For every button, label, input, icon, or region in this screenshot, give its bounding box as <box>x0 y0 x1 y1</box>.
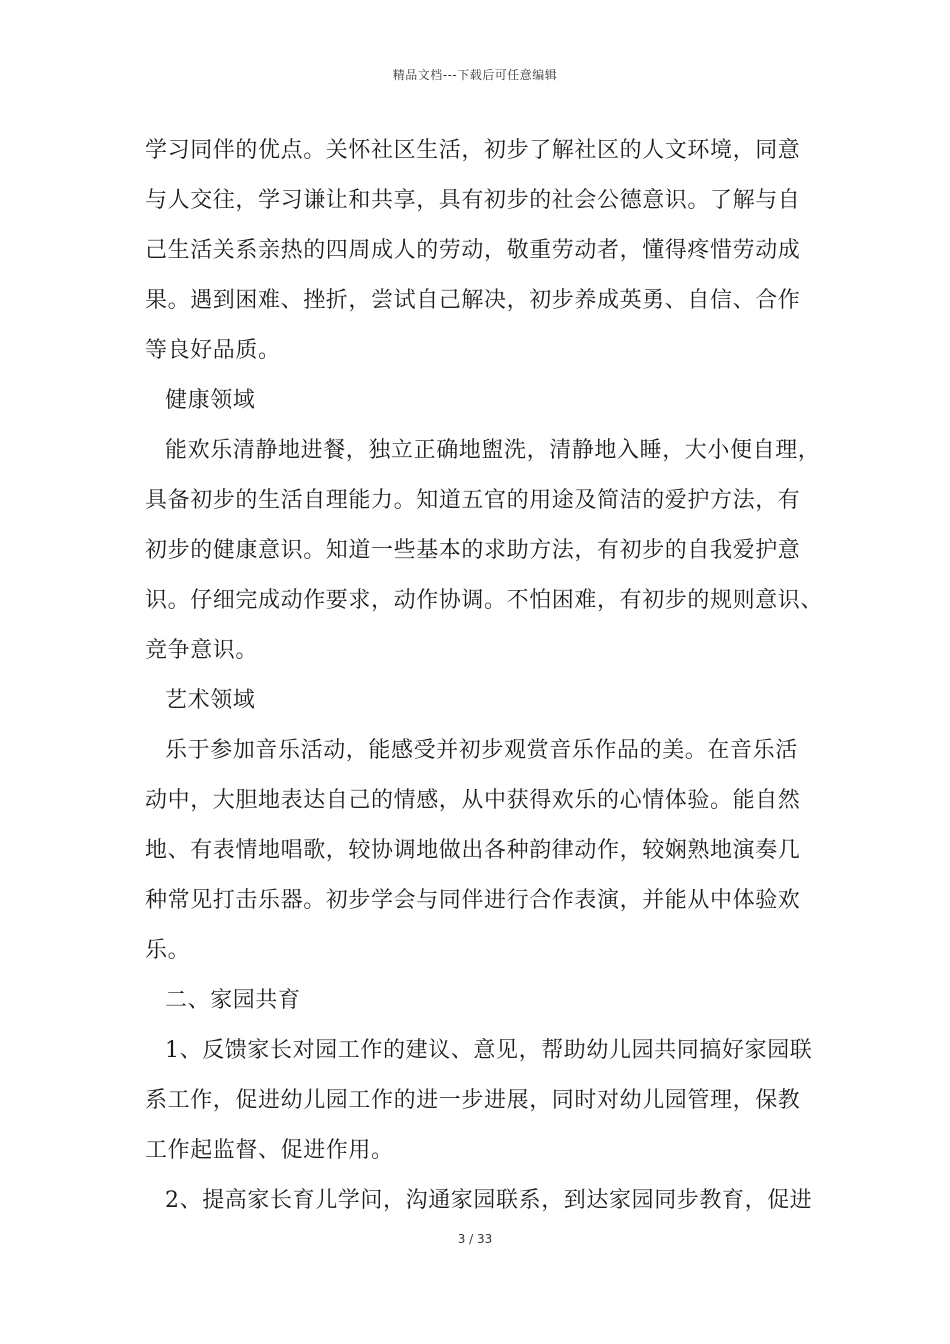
section-heading-home-school: 二、家园共育 <box>165 988 301 1013</box>
paragraph-line: 与人交往，学习谦让和共享，具有初步的社会公德意识。了解与自 <box>145 188 801 213</box>
paragraph-line: 识。仔细完成动作要求，动作协调。不怕困难，有初步的规则意识、 <box>145 588 824 613</box>
paragraph-line: 学习同伴的优点。关怀社区生活，初步了解社区的人文环境，同意 <box>145 138 801 163</box>
paragraph-line: 等良好品质。 <box>145 338 281 363</box>
paragraph-line: 1、反馈家长对园工作的建议、意见，帮助幼儿园共同搞好家园联 <box>165 1038 813 1063</box>
paragraph-line: 系工作，促进幼儿园工作的进一步进展，同时对幼儿园管理，保教 <box>145 1088 801 1113</box>
paragraph-line: 己生活关系亲热的四周成人的劳动，敬重劳动者，懂得疼惜劳动成 <box>145 238 801 263</box>
paragraph-line: 果。遇到困难、挫折，尝试自己解决，初步养成英勇、自信、合作 <box>145 288 801 313</box>
page-number: 3 / 33 <box>457 1232 493 1246</box>
paragraph-line: 种常见打击乐器。初步学会与同伴进行合作表演，并能从中体验欢 <box>145 888 801 913</box>
page-header: 精品文档---下载后可任意编辑 <box>392 68 558 82</box>
paragraph-line: 2、提高家长育儿学问，沟通家园联系，到达家园同步教育，促进 <box>165 1188 813 1213</box>
paragraph-line: 乐。 <box>145 938 191 963</box>
paragraph-line: 工作起监督、促进作用。 <box>145 1138 394 1163</box>
paragraph-line: 乐于参加音乐活动，能感受并初步观赏音乐作品的美。在音乐活 <box>165 738 798 763</box>
document-body <box>145 126 824 1226</box>
paragraph-line: 动中，大胆地表达自己的情感，从中获得欢乐的心情体验。能自然 <box>145 788 801 813</box>
paragraph-line: 能欢乐清静地进餐，独立正确地盥洗，清静地入睡，大小便自理， <box>165 438 821 463</box>
paragraph-line: 地、有表情地唱歌，较协调地做出各种韵律动作，较娴熟地演奏几 <box>145 838 801 863</box>
paragraph-line: 竞争意识。 <box>145 638 259 663</box>
section-heading-health: 健康领域 <box>165 388 256 413</box>
paragraph-line: 初步的健康意识。知道一些基本的求助方法，有初步的自我爱护意 <box>145 538 801 563</box>
section-heading-art: 艺术领域 <box>165 688 256 713</box>
paragraph-line: 具备初步的生活自理能力。知道五官的用途及简洁的爱护方法，有 <box>145 488 801 513</box>
